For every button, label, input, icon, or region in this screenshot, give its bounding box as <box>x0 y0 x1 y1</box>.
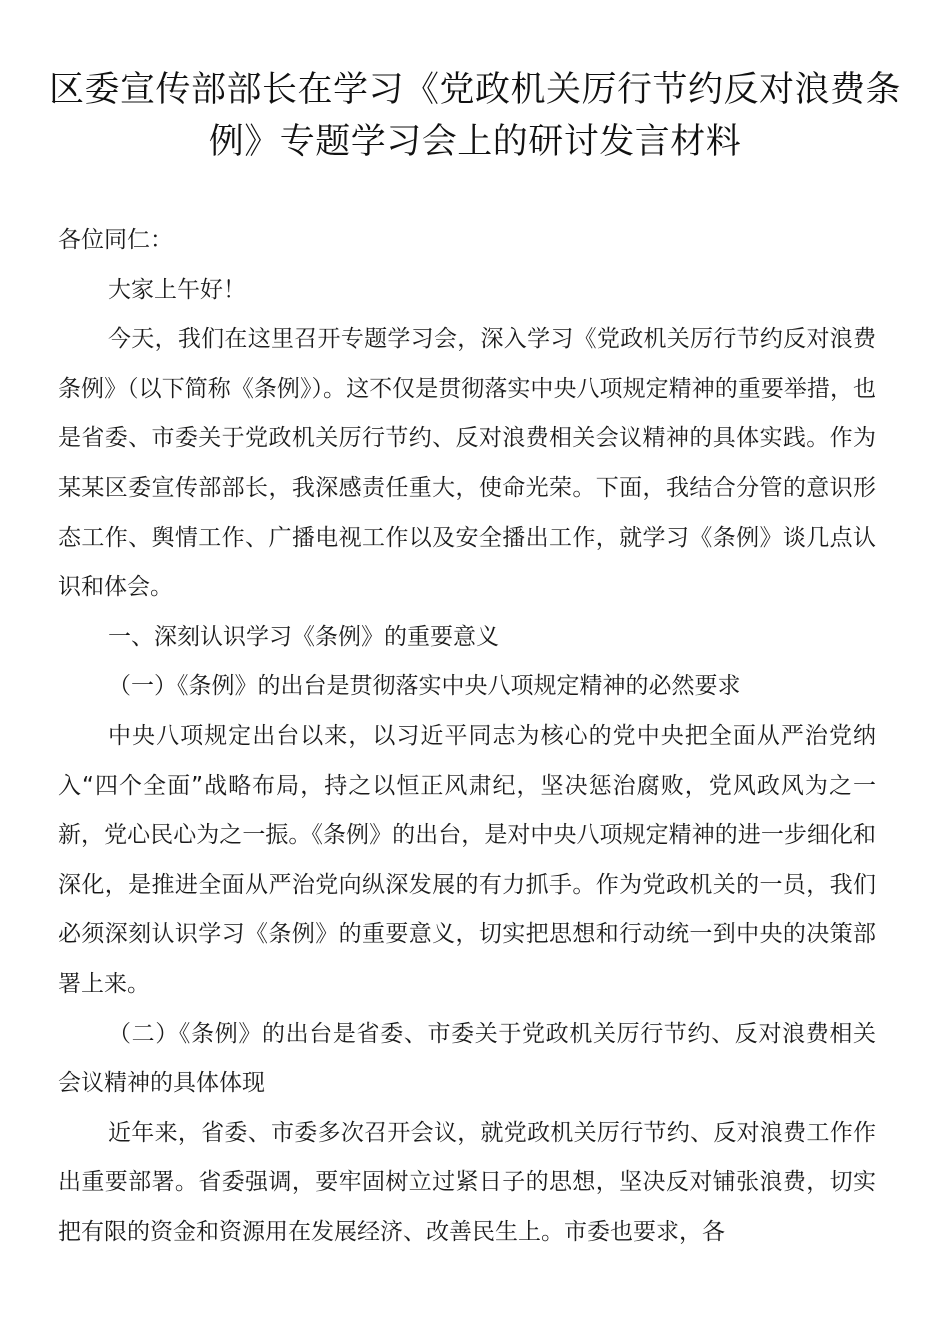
salutation: 各位同仁： <box>58 227 173 253</box>
subsection-heading-2: （二）《条例》的出台是省委、市委关于党政机关厉行节约、反对浪费相关会议精神的具体体现 <box>58 1020 876 1097</box>
subsection-heading-1: （一）《条例》的出台是贯彻落实中央八项规定精神的必然要求 <box>108 673 741 700</box>
document-title: 区委宣传部部长在学习《党政机关厉行节约反对浪费条例》专题学习会上的研讨发言材料 <box>48 70 901 162</box>
body-paragraph: 近年来，省委、市委多次召开会议，就党政机关厉行节约、反对浪费工作作出重要部署。省委强调，要牢固树立过紧日子的思想，坚决反对铺张浪费，切实把有限的资金和资源用在发展经济、改善民生上。市委也要求，各 <box>58 1119 876 1245</box>
greeting-paragraph: 大家上午好！ <box>108 276 246 303</box>
intro-paragraph: 今天，我们在这里召开专题学习会，深入学习《党政机关厉行节约反对浪费条例》（以下简称《条例》）。这不仅是贯彻落实中央八项规定精神的重要举措，也是省委、市委关于党政机关厉行节约、反对浪费相关会议精神的具体实践。作为某某区委宣传部部长，我深感责任重大，使命光荣。下面，我结合分管的意识形态工作、舆情工作、广播电视工作以及安全播出工作，就学习《条例》谈几点认识和体会。 <box>58 326 876 601</box>
section-heading-1: 一、深刻认识学习《条例》的重要意义 <box>108 623 499 650</box>
document-body <box>58 216 876 1257</box>
body-paragraph: 中央八项规定出台以来，以习近平同志为核心的党中央把全面从严治党纳入“四个全面”战略布局，持之以恒正风肃纪，坚决惩治腐败，党风政风为之一新，党心民心为之一振。《条例》的出台，是对中央八项规定精神的进一步细化和深化，是推进全面从严治党向纵深发展的有力抓手。作为党政机关的一员，我们必须深刻认识学习《条例》的重要意义，切实把思想和行动统一到中央的决策部署上来。 <box>58 722 876 997</box>
